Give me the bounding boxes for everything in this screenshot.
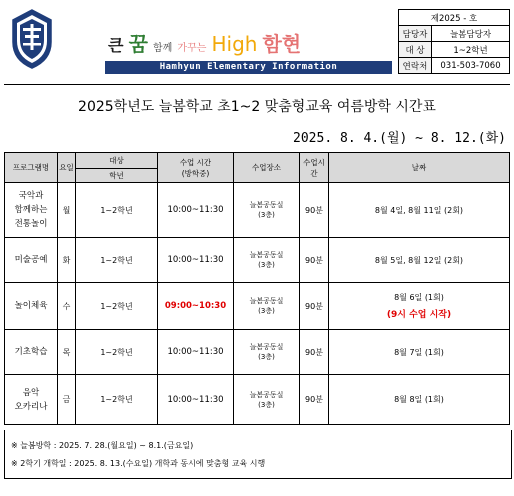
grade-cell: 1~2학년: [76, 183, 158, 238]
program-cell: [5, 183, 58, 238]
info-value: 1~2학년: [432, 42, 510, 58]
table-row: [5, 238, 510, 283]
program-name-line: 놀이체육: [14, 301, 48, 311]
program-name-line: 전통놀이: [14, 219, 48, 229]
header-time-label: 수업 시간: [179, 157, 212, 167]
header-day: 요일: [58, 153, 76, 183]
dates-cell: [329, 283, 510, 330]
header-target: 대상: [76, 153, 158, 169]
slogan-word: High: [211, 32, 258, 56]
slogan-word: 함께: [152, 43, 173, 54]
place-line: (3층): [258, 400, 275, 409]
table-row: [5, 375, 510, 425]
header-divider: [4, 84, 510, 85]
time-cell: 10:00~11:30: [158, 330, 234, 375]
program-name-line: 기초학습: [14, 347, 48, 357]
document-number: 제2025 - 호: [399, 10, 510, 26]
info-value: 늘봄담당자: [432, 26, 510, 42]
table-row: [5, 283, 510, 330]
header-duration: 수업시간: [300, 153, 329, 183]
grade-cell: 1~2학년: [76, 238, 158, 283]
place-cell: [234, 330, 300, 375]
place-cell: [234, 238, 300, 283]
header-time: [158, 153, 234, 183]
school-emblem-icon: [10, 8, 54, 70]
info-value: 031-503-7060: [432, 58, 510, 74]
school-banner: Hamhyun Elementary Information: [105, 61, 392, 74]
place-line: 늘봄공동실: [249, 251, 284, 259]
time-cell-highlight: 09:00~10:30: [158, 283, 234, 330]
place-line: 늘봄공동실: [249, 390, 284, 399]
dates-cell: 8월 8일 (1회): [329, 375, 510, 425]
dates-cell: 8월 5일, 8월 12일 (2회): [329, 238, 510, 283]
time-cell: 10:00~11:30: [158, 238, 234, 283]
slogan-word: 가꾸는: [177, 43, 207, 54]
program-cell: [5, 283, 58, 330]
place-line: (3층): [258, 307, 275, 315]
program-name-line: 음악: [22, 387, 40, 398]
duration-cell: 90분: [300, 238, 329, 283]
header-time-sub: (방학중): [181, 168, 210, 178]
place-line: 늘봄공동실: [249, 343, 284, 351]
program-name-line: 함께하는: [14, 205, 48, 215]
place-line: (3층): [258, 353, 275, 361]
header-program: 프로그램명: [5, 153, 58, 183]
notes-box: [4, 430, 512, 479]
duration-cell: 90분: [300, 183, 329, 238]
grade-cell: 1~2학년: [76, 330, 158, 375]
date-range: 2025. 8. 4.(월) ~ 8. 12.(화): [293, 131, 506, 146]
header-dates: 날짜: [329, 153, 510, 183]
duration-cell: 90분: [300, 330, 329, 375]
day-cell: 금: [58, 375, 76, 425]
document-header: [4, 4, 510, 76]
place-line: 늘봄공동실: [249, 297, 284, 305]
time-cell: 10:00~11:30: [158, 183, 234, 238]
start-time-note: (9시 수업 시작): [386, 310, 452, 320]
program-name-line: 국악과: [18, 191, 44, 201]
place-cell: [234, 283, 300, 330]
program-cell: [5, 330, 58, 375]
place-cell: [234, 375, 300, 425]
info-key: 대 상: [399, 42, 432, 58]
program-name-line: 오카리나: [14, 401, 48, 412]
day-cell: 월: [58, 183, 76, 238]
day-cell: 수: [58, 283, 76, 330]
school-slogan: [108, 28, 301, 60]
dates-line: 8월 6일 (1회): [394, 293, 444, 302]
place-line: 늘봄공동실: [249, 201, 284, 209]
document-info-table: [398, 9, 510, 74]
duration-cell: 90분: [300, 283, 329, 330]
place-cell: [234, 183, 300, 238]
duration-cell: 90분: [300, 375, 329, 425]
grade-cell: 1~2학년: [76, 283, 158, 330]
program-cell: [5, 238, 58, 283]
document-title: 2025학년도 늘봄학교 초1~2 맞춤형교육 여름방학 시간표: [78, 99, 436, 115]
program-name-line: 미술공예: [14, 255, 48, 265]
time-cell: 10:00~11:30: [158, 375, 234, 425]
note-line: ※ 2학기 개학일 : 2025. 8. 13.(수요일) 개학과 동시에 맞춤형 교육 시행: [11, 459, 266, 468]
dates-cell: 8월 4일, 8월 11일 (2회): [329, 183, 510, 238]
header-grade: 학년: [76, 169, 158, 183]
schedule-table: [4, 152, 510, 425]
day-cell: 목: [58, 330, 76, 375]
place-line: (3층): [258, 211, 275, 219]
slogan-word: 큰: [108, 36, 124, 55]
slogan-word: 꿈: [128, 32, 148, 56]
place-line: (3층): [258, 261, 275, 269]
day-cell: 화: [58, 238, 76, 283]
program-cell: [5, 375, 58, 425]
grade-cell: 1~2학년: [76, 375, 158, 425]
dates-cell: 8월 7일 (1회): [329, 330, 510, 375]
note-line: ※ 늘봄방학 : 2025. 7. 28.(월요일) ~ 8.1.(금요일): [11, 441, 194, 450]
table-row: [5, 330, 510, 375]
header-place: 수업장소: [234, 153, 300, 183]
table-row: [5, 183, 510, 238]
info-key: 담당자: [399, 26, 432, 42]
info-key: 연락처: [399, 58, 432, 74]
slogan-word: 함현: [262, 32, 302, 56]
